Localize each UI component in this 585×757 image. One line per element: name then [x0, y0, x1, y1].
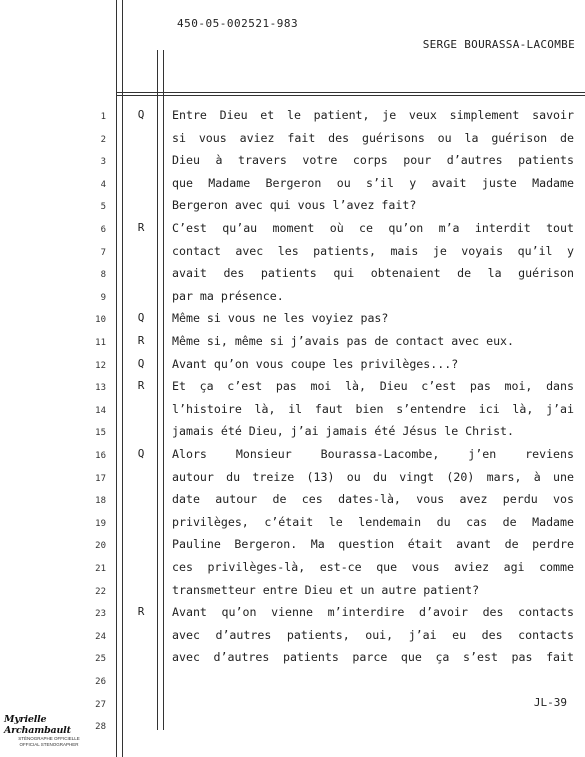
line-number: 17 [95, 473, 106, 484]
transcript-line [0, 424, 585, 447]
transcript-line [0, 605, 585, 628]
stenographer-name: Myrielle Archambault [4, 714, 71, 736]
transcript-line [0, 289, 585, 312]
line-text: date autour de ces dates-là, vous avez perdu vos [172, 492, 574, 507]
transcript-line [0, 470, 585, 493]
line-number: 25 [95, 654, 106, 665]
line-text: Entre Dieu et le patient, je veux simplement savoir [172, 108, 574, 122]
witness-name: SERGE BOURASSA-LACOMBE [422, 38, 575, 51]
line-text: Avant qu’on vous coupe les privilèges...? [172, 356, 459, 371]
line-text: ces privilèges-là, est-ce que vous aviez agi comme [172, 560, 574, 574]
line-number: 24 [95, 631, 106, 642]
speaker-marker: R [137, 379, 145, 393]
transcript-line [0, 221, 585, 244]
line-number: 18 [95, 496, 106, 507]
docket-number: 450-05-002521-983 [177, 17, 299, 30]
speaker-marker: R [137, 221, 145, 234]
transcript-line [0, 402, 585, 425]
line-text: Dieu à travers votre corps pour d’autres patients [172, 153, 574, 168]
line-number: 11 [95, 338, 106, 348]
transcript-line [0, 176, 585, 199]
line-number: 4 [100, 179, 106, 190]
line-number: 23 [95, 609, 106, 620]
line-number: 14 [95, 405, 106, 416]
line-text: Avant qu’on vienne m’interdire d’avoir des contacts [172, 605, 574, 620]
transcript-line [0, 153, 585, 176]
transcript-line [0, 628, 585, 651]
line-text: Bergeron avec qui vous l’avez fait? [172, 198, 417, 213]
line-number: 1 [100, 112, 106, 122]
transcript-line [0, 379, 585, 402]
line-number: 13 [95, 383, 106, 394]
line-text: Et ça c’est pas moi là, Dieu c’est pas moi, dans [172, 379, 574, 394]
line-text: privilèges, c’était le lendemain du cas de Madame [172, 514, 574, 529]
line-text: transmetteur entre Dieu et un autre patient? [172, 582, 480, 597]
line-text: avait des patients qui obtenaient de la guérison [172, 266, 574, 281]
transcript-line [0, 131, 585, 154]
transcript-line [0, 108, 585, 131]
transcript-line [0, 266, 585, 289]
line-text: contact avec les patients, mais je voyais qu’il y [172, 243, 574, 258]
line-number: 9 [100, 292, 106, 303]
speaker-marker: Q [137, 447, 145, 460]
line-number: 3 [100, 157, 106, 168]
line-number: 15 [95, 428, 106, 439]
line-text: que Madame Bergeron ou s’il y avait juste Madame [172, 175, 574, 190]
transcript-line [0, 673, 585, 696]
line-text: autour du treize (13) ou du vingt (20) mars, à une [172, 469, 574, 484]
line-number: 28 [95, 722, 106, 733]
line-number: 16 [95, 451, 106, 461]
line-number: 12 [95, 360, 106, 371]
transcript-line [0, 244, 585, 267]
transcript-line [0, 447, 585, 470]
line-text: avec d’autres patients parce que ça s’est pas fait [172, 650, 574, 665]
line-number: 20 [95, 541, 106, 552]
line-text: Pauline Bergeron. Ma question était avant de perdre [172, 537, 574, 552]
stenographer-stamp [4, 714, 94, 747]
line-number: 26 [95, 677, 106, 687]
transcript-line [0, 198, 585, 221]
line-number: 19 [95, 518, 106, 529]
speaker-marker: Q [137, 356, 145, 370]
speaker-marker: R [137, 605, 145, 619]
line-text: C’est qu’au moment où ce qu’on m’a interdit tout [172, 221, 574, 235]
line-text: avec d’autres patients, oui, j’ai eu des contacts [172, 627, 574, 642]
header-rule [116, 95, 585, 96]
speaker-marker: Q [137, 108, 145, 121]
speaker-marker: Q [137, 311, 145, 325]
line-text: Même si, même si j’avais pas de contact avec eux. [172, 334, 515, 348]
line-number: 5 [100, 202, 106, 213]
stenographer-title-fr: STÉNOGRAPHE OFFICIELLE [18, 736, 80, 741]
transcript-line [0, 537, 585, 560]
line-number: 8 [100, 270, 106, 281]
line-number: 6 [100, 225, 106, 235]
line-text: si vous aviez fait des guérisons ou la guérison de [172, 130, 574, 145]
line-number: 2 [100, 134, 106, 145]
line-text: Même si vous ne les voyiez pas? [172, 311, 389, 326]
transcript-line [0, 492, 585, 515]
line-text: jamais été Dieu, j’ai jamais été Jésus le Christ. [172, 424, 515, 439]
line-text: Alors Monsieur Bourassa-Lacombe, j’en reviens [172, 447, 574, 461]
line-text: par ma présence. [172, 288, 284, 303]
speaker-marker: R [137, 334, 145, 347]
transcript-line [0, 311, 585, 334]
line-number: 7 [100, 247, 106, 258]
line-number: 22 [95, 586, 106, 597]
header-rule [116, 92, 585, 93]
transcript-line [0, 583, 585, 606]
transcript-line [0, 650, 585, 673]
transcript-line [0, 357, 585, 380]
line-number: 27 [95, 699, 106, 710]
transcript-line [0, 334, 585, 357]
line-number: 10 [95, 315, 106, 326]
line-text: l’histoire là, il faut bien s’entendre ici là, j’ai [172, 401, 574, 416]
line-number: 21 [95, 564, 106, 574]
page-code: JL-39 [533, 696, 567, 709]
transcript-line [0, 560, 585, 583]
stenographer-title-en: OFFICIAL STENOGRAPHER [19, 741, 79, 747]
transcript-line [0, 515, 585, 538]
